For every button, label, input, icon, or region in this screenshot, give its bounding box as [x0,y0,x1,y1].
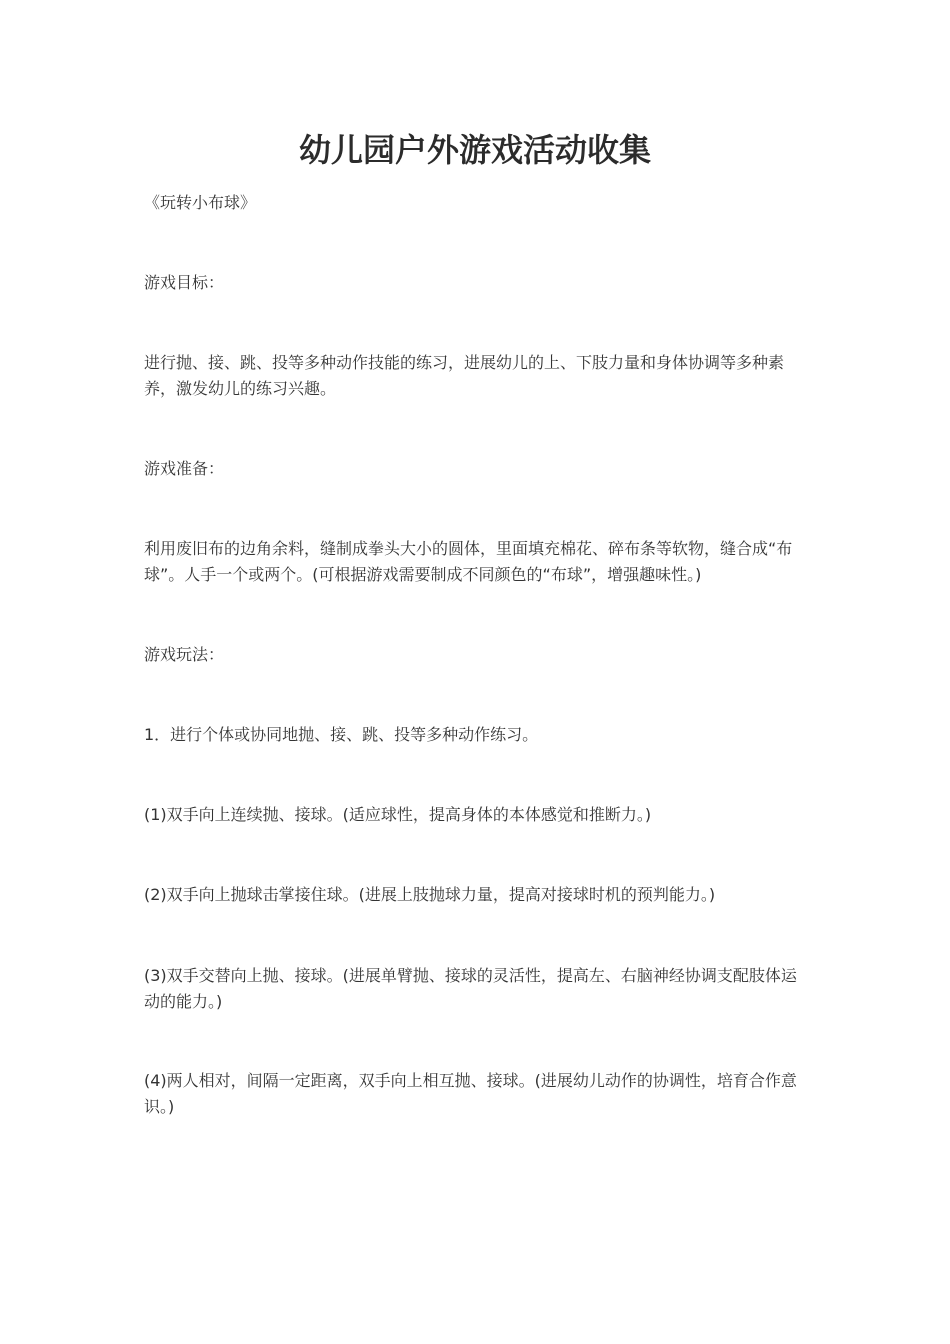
document-title: 幼儿园户外游戏活动收集 [298,131,651,169]
section-heading-goal: 游戏目标： [144,273,225,292]
section-heading-rules: 游戏玩法： [144,645,225,664]
rule-subitem-2: (2)双手向上抛球击掌接住球。(进展上肢抛球力量，提高对接球时机的预判能力。) [144,885,716,904]
game-name: 《玩转小布球》 [144,193,257,212]
rule-subitem-4: (4)两人相对，间隔一定距离，双手向上相互抛、接球。(进展幼儿动作的协调性，培育合作意识。) [144,1071,797,1116]
rule-subitem-3: (3)双手交替向上抛、接球。(进展单臂抛、接球的灵活性，提高左、右脑神经协调支配肢体运动的能力。) [144,966,797,1011]
preparation-text: 利用废旧布的边角余料，缝制成拳头大小的圆体，里面填充棉花、碎布条等软物，缝合成“布球”。人手一个或两个。(可根据游戏需要制成不同颜色的“布球”，增强趣味性。) [144,539,793,584]
rule-item-1: 1．进行个体或协同地抛、接、跳、投等多种动作练习。 [144,725,539,744]
rule-subitem-1: (1)双手向上连续抛、接球。(适应球性，提高身体的本体感觉和推断力。) [144,805,652,824]
goal-text: 进行抛、接、跳、投等多种动作技能的练习，进展幼儿的上、下肢力量和身体协调等多种素养，激发幼儿的练习兴趣。 [144,353,785,398]
section-heading-preparation: 游戏准备： [144,459,225,478]
